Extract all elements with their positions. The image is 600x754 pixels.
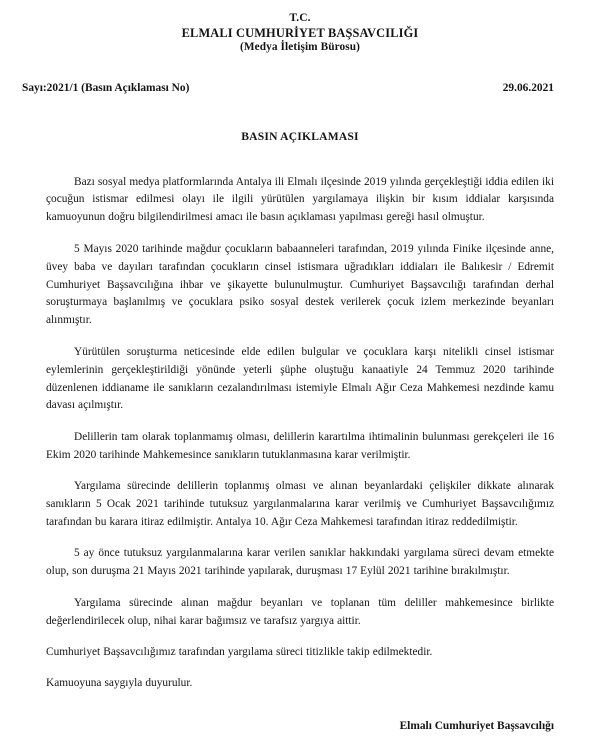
paragraph-7: Yargılama sürecinde alınan mağdur beyanları ve toplanan tüm deliller mahkemesince birlikte değerlendirilecek olup, nihai karar bağımsız ve tarafsız yargıya aittir. <box>46 596 554 627</box>
paragraph-1: Bazı sosyal medya platformlarında Antalya ili Elmalı ilçesinde 2019 yılında gerçekleştiği iddia edilen iki çocuğun istismar edilmesi olayı ile ilgili yürütülen yargılamaya ilişkin bir kısım iddialar karşısında kamuoyunun doğru bilgilendirilmesi amacı ile basın açıklaması yapılması gereği hasıl olmuştur. <box>46 175 554 224</box>
letterhead-state-abbreviation: T.C. <box>289 12 311 24</box>
page-title: BASIN AÇIKLAMASI <box>241 129 359 143</box>
reference-row <box>0 80 600 96</box>
letterhead <box>0 0 600 55</box>
paragraph-8: Cumhuriyet Başsavcılığımız tarafından yargılama süreci titizlikle takip edilmektedir. <box>46 646 433 659</box>
document-date: 29.06.2021 <box>502 81 554 94</box>
letterhead-office-name: ELMALI CUMHURİYET BAŞSAVCILIĞI <box>181 25 419 40</box>
paragraph-3: Yürütülen soruşturma neticesinde elde edilen bulgular ve çocuklara karşı nitelikli cinsel istismar eylemlerinin gerçekleştirildiği yönünde yeterli şüphe oluştuğu kanaatiyle 24 Temmuz 2020 tarihinde düzenlenen iddianame ile sanıkların cezalandırılması istemiyle Elmalı Ağır Ceza Mahkemesi nezdinde kamu davası açılmıştır. <box>46 345 554 412</box>
paragraph-6: 5 ay önce tutuksuz yargılanmalarına karar verilen sanıklar hakkındaki yargılama süreci devam etmekte olup, son duruşma 21 Mayıs 2021 tarihinde yapılarak, duruşması 17 Eylül 2021 tarihine bırakılmıştır. <box>46 547 554 578</box>
paragraph-4: Delillerin tam olarak toplanmamış olması, delillerin karartılma ihtimalinin bulunması gerekçeleri ile 16 Ekim 2020 tarihinde Mahkemesince sanıkların tutuklanmasına karar verilmiştir. <box>46 430 554 461</box>
letterhead-bureau-name: (Medya İletişim Bürosu) <box>239 41 361 53</box>
paragraph-9: Kamuoyuna saygıyla duyurulur. <box>46 677 193 690</box>
signature-block: Elmalı Cumhuriyet Başsavcılığı <box>399 720 554 733</box>
paragraph-5: Yargılama sürecinde delillerin toplanmış olması ve alınan beyanlardaki çelişkiler dikkate alınarak sanıkların 5 Ocak 2021 tarihinde tutuksuz yargılanmalarına karar verilmiş ve Cumhuriyet Başsavcılığımız tarafından bu karara itiraz edilmiştir. Antalya 10. Ağır Ceza Mahkemesi tarafından itiraz reddedilmiştir. <box>46 480 554 528</box>
paragraph-2: 5 Mayıs 2020 tarihinde mağdur çocukların babaanneleri tarafından, 2019 yılında Finike ilçesinde anne, üvey baba ve dayıları tarafından çocukların cinsel istismara uğradıkları iddiaları ile Balıkesir / Edremit Cumhuriyet Başsavcılığına ihbar ve şikayette bulunulmuştur. Cumhuriyet Başsavcılığı tarafından derhal soruşturmaya başlanılmış ve çocuklara psiko sosyal destek verilerek çocuk izlem merkezinde beyanları alınmıştır. <box>46 242 554 327</box>
document-body <box>46 144 554 694</box>
reference-number: Sayı:2021/1 (Basın Açıklaması No) <box>22 81 190 94</box>
